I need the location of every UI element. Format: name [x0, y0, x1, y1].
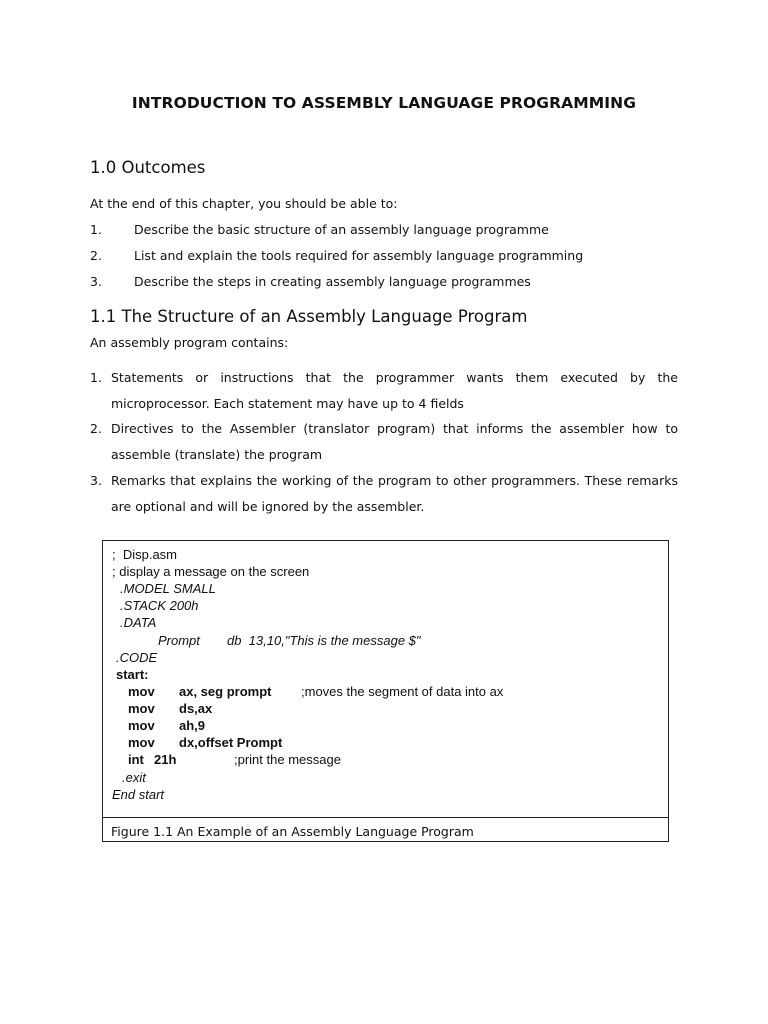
- code-instruction: mov: [128, 684, 155, 699]
- code-line: .MODEL SMALL: [120, 581, 216, 596]
- code-label: start:: [116, 667, 149, 682]
- outcomes-heading: 1.0 Outcomes: [90, 158, 206, 177]
- outcome-text: List and explain the tools required for assembly language programming: [134, 248, 584, 263]
- code-comment: ;moves the segment of data into ax: [301, 684, 504, 699]
- figure-caption: Figure 1.1 An Example of an Assembly Language Program: [111, 824, 474, 839]
- code-instruction: mov: [128, 701, 155, 716]
- code-instruction: mov: [128, 735, 155, 750]
- code-comment: ;print the message: [234, 752, 341, 767]
- code-line: ; Disp.asm: [112, 547, 178, 562]
- code-operand: ds,ax: [179, 701, 213, 716]
- code-operand: ax, seg prompt: [179, 684, 272, 699]
- code-figure-box: [102, 540, 669, 842]
- code-operand: ah,9: [179, 718, 206, 733]
- code-token: Prompt: [158, 633, 200, 648]
- code-line: .exit: [122, 770, 146, 785]
- structure-number: 2.: [90, 421, 102, 436]
- code-instruction: mov: [128, 718, 155, 733]
- outcome-number: 1.: [90, 222, 102, 237]
- caption-divider: [103, 817, 668, 818]
- structure-number: 1.: [90, 370, 102, 385]
- code-line: ; display a message on the screen: [112, 564, 310, 579]
- structure-heading: 1.1 The Structure of an Assembly Language Program: [90, 307, 528, 326]
- structure-intro: An assembly program contains:: [90, 335, 289, 350]
- structure-text: Statements or instructions that the programmer wants them executed by the microprocessor. Each statement may have up to 4 fields: [111, 370, 678, 411]
- code-operand: dx,offset Prompt: [179, 735, 283, 750]
- code-token: db 13,10,"This is the message $": [227, 633, 421, 648]
- code-line: End start: [112, 787, 165, 802]
- code-line: .STACK 200h: [120, 598, 199, 613]
- structure-text: Remarks that explains the working of the program to other programmers. These remarks are optional and will be ignored by the assembler.: [111, 473, 678, 514]
- outcome-text: Describe the steps in creating assembly language programmes: [134, 274, 531, 289]
- structure-number: 3.: [90, 473, 102, 488]
- code-instruction: int: [128, 752, 144, 767]
- outcome-number: 3.: [90, 274, 102, 289]
- structure-text: Directives to the Assembler (translator program) that informs the assembler how to assemble (translate) the program: [111, 421, 678, 462]
- outcome-number: 2.: [90, 248, 102, 263]
- outcome-text: Describe the basic structure of an assembly language programme: [134, 222, 549, 237]
- outcomes-intro: At the end of this chapter, you should be able to:: [90, 196, 398, 211]
- code-operand: 21h: [154, 752, 177, 767]
- code-line: .CODE: [116, 650, 158, 665]
- chapter-title: INTRODUCTION TO ASSEMBLY LANGUAGE PROGRAMMING: [131, 94, 637, 112]
- code-line: .DATA: [120, 615, 157, 630]
